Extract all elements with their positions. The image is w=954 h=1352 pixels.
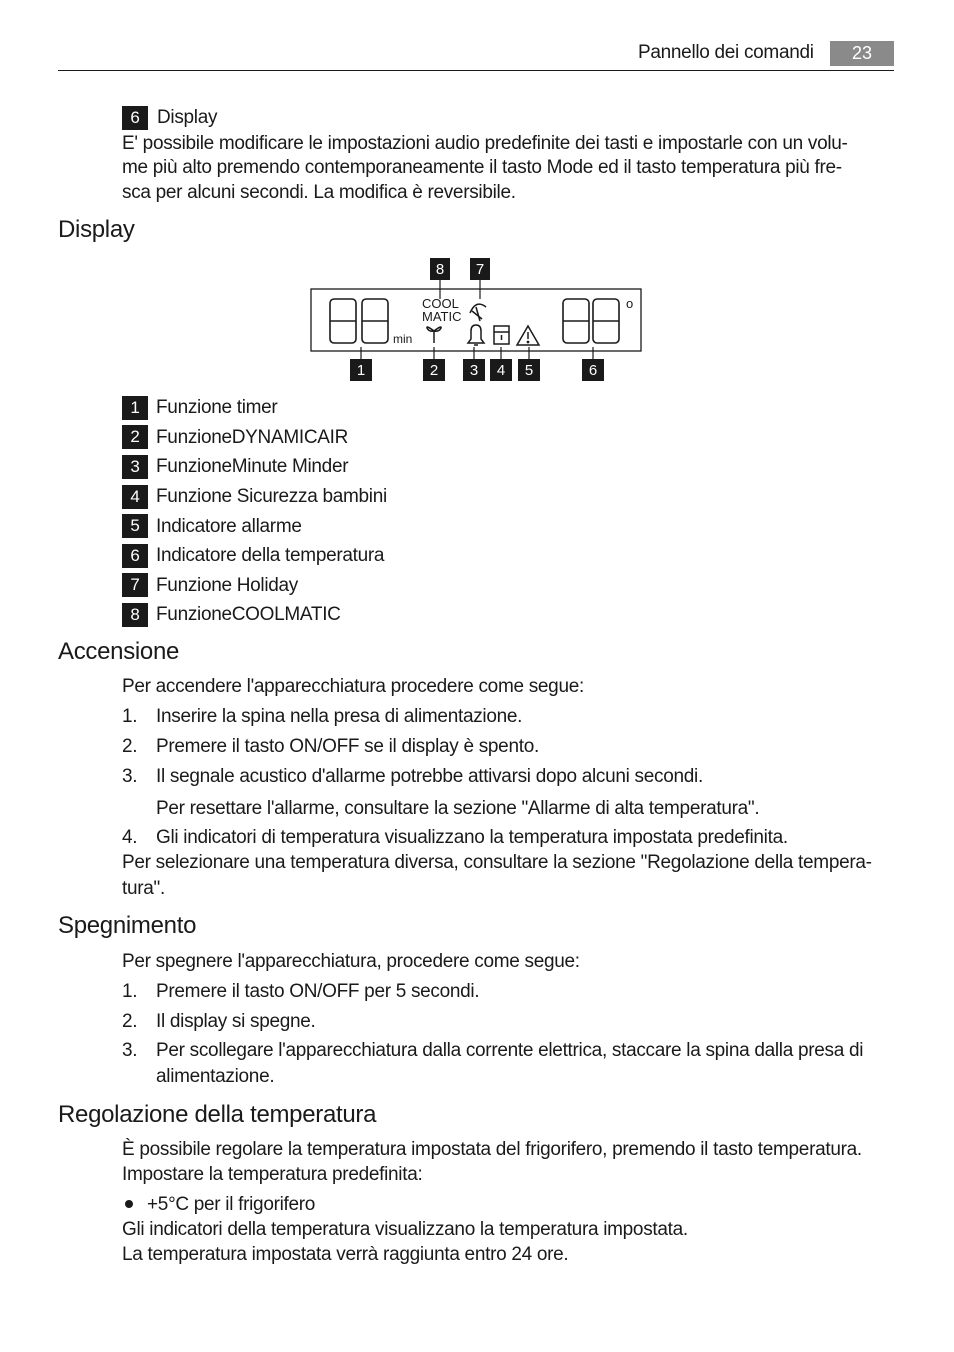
legend-item (122, 452, 387, 482)
legend-item (122, 541, 387, 571)
left-digits (330, 299, 388, 343)
legend-text: Funzione Sicurezza bambini (156, 486, 387, 508)
intro-line-1: E' possibile modificare le impostazioni audio predefinite dei tasti e impostarle con un volu- (122, 133, 848, 154)
legend-badge: 1 (122, 396, 148, 420)
callout-5 (518, 359, 540, 381)
callout-6 (582, 359, 604, 381)
accensione-step-1 (122, 704, 522, 729)
legend-badge: 7 (122, 573, 148, 597)
step-text: Inserire la spina nella presa di alimentazione. (156, 706, 523, 727)
accensione-intro: Per accendere l'apparecchiatura procedere come segue: (122, 676, 584, 697)
step-text: Il segnale acustico d'allarme potrebbe attivarsi dopo alcuni secondi. (156, 766, 703, 787)
header-rule (58, 70, 894, 71)
step-number: 2. (122, 1011, 138, 1032)
spegnimento-step-3-cont: alimentazione. (156, 1066, 275, 1087)
legend-item (122, 600, 387, 630)
intro-line-2: me più alto premendo contemporaneamente il tasto Mode ed il tasto temperatura più fre- (122, 157, 842, 178)
intro-label: Display (156, 107, 218, 128)
min-label: min (393, 332, 413, 346)
callout-1 (350, 359, 372, 381)
fan-icon (427, 327, 441, 343)
legend-badge: 5 (122, 514, 148, 538)
svg-text:1: 1 (356, 362, 366, 379)
accensione-step-4 (122, 825, 788, 850)
accensione-step-3 (122, 764, 703, 789)
bell-icon (468, 325, 484, 345)
step-text: Il display si spegne. (156, 1011, 316, 1032)
bullet-text: +5°C per il frigorifero (147, 1194, 316, 1215)
lock-icon (494, 326, 509, 344)
accensione-outro-2: tura". (122, 878, 165, 899)
spegnimento-intro: Per spegnere l'apparecchiatura, procedere come segue: (122, 951, 580, 972)
legend-badge: 2 (122, 425, 148, 449)
legend-badge: 8 (122, 603, 148, 627)
page-number: 23 (830, 41, 894, 66)
display-diagram (300, 255, 650, 385)
legend-item (122, 571, 387, 601)
legend-text: Funzione Holiday (156, 574, 299, 596)
svg-text:6: 6 (588, 362, 598, 379)
step-number: 4. (122, 827, 138, 848)
regolazione-bullet (122, 1192, 315, 1217)
step-number: 1. (122, 981, 138, 1002)
intro-badge: 6 (122, 106, 148, 130)
legend-item (122, 482, 387, 512)
svg-text:5: 5 (524, 362, 534, 379)
step-number: 3. (122, 1040, 138, 1061)
display-legend (122, 393, 387, 630)
accensione-step-2 (122, 734, 539, 759)
legend-text: FunzioneDYNAMICAIR (156, 426, 349, 448)
cool-label: COOL (422, 296, 459, 311)
step-text: Per scollegare l'apparecchiatura dalla corrente elettrica, staccare la spina dalla presa di (156, 1040, 864, 1061)
step-number: 3. (122, 766, 138, 787)
display-heading: Display (58, 216, 135, 243)
intro-title-row (122, 105, 217, 130)
callout-3 (463, 359, 485, 381)
step-number: 1. (122, 706, 138, 727)
legend-badge: 4 (122, 485, 148, 509)
legend-text: Funzione timer (156, 397, 278, 419)
bullet-dot (125, 1200, 133, 1208)
accensione-outro-1: Per selezionare una temperatura diversa, consultare la sezione "Regolazione della tempera- (122, 852, 872, 873)
legend-text: FunzioneMinute Minder (156, 456, 349, 478)
spegnimento-step-3 (122, 1038, 863, 1063)
matic-label: MATIC (422, 309, 462, 324)
legend-badge: 6 (122, 544, 148, 568)
regolazione-line-2: Impostare la temperatura predefinita: (122, 1164, 423, 1185)
step-number: 2. (122, 736, 138, 757)
svg-text:7: 7 (475, 261, 485, 278)
right-digits (563, 299, 619, 343)
legend-item (122, 423, 387, 453)
regolazione-outro-2: La temperatura impostata verrà raggiunta entro 24 ore. (122, 1244, 569, 1265)
callout-4 (490, 359, 512, 381)
step-text: Gli indicatori di temperatura visualizzano la temperatura impostata predefinita. (156, 827, 788, 848)
legend-text: Indicatore allarme (156, 515, 302, 537)
legend-item (122, 511, 387, 541)
regolazione-heading: Regolazione della temperatura (58, 1101, 377, 1128)
running-header: Pannello dei comandi (638, 42, 814, 63)
legend-badge: 3 (122, 455, 148, 479)
display-panel (311, 289, 641, 351)
degree-symbol: o (626, 296, 634, 311)
holiday-icon (470, 304, 486, 321)
svg-text:4: 4 (496, 362, 506, 379)
callout-8 (430, 258, 450, 299)
callout-7 (470, 258, 490, 299)
spegnimento-heading: Spegnimento (58, 912, 197, 939)
legend-text: Indicatore della temperatura (156, 545, 385, 567)
svg-text:8: 8 (435, 261, 445, 278)
legend-item (122, 393, 387, 423)
accensione-step-3-note: Per resettare l'allarme, consultare la sezione "Allarme di alta temperatura". (156, 798, 760, 819)
accensione-heading: Accensione (58, 638, 180, 665)
spegnimento-step-2 (122, 1009, 316, 1034)
svg-text:2: 2 (429, 362, 439, 379)
callout-2 (423, 359, 445, 381)
alarm-icon (517, 326, 539, 345)
intro-line-3: sca per alcuni secondi. La modifica è reversibile. (122, 182, 516, 203)
regolazione-line-1: È possibile regolare la temperatura impostata del frigorifero, premendo il tasto temperatura. (122, 1139, 862, 1160)
legend-text: FunzioneCOOLMATIC (156, 604, 341, 626)
regolazione-outro-1: Gli indicatori della temperatura visualizzano la temperatura impostata. (122, 1219, 688, 1240)
step-text: Premere il tasto ON/OFF per 5 secondi. (156, 981, 480, 1002)
spegnimento-step-1 (122, 979, 479, 1004)
step-text: Premere il tasto ON/OFF se il display è spento. (156, 736, 539, 757)
svg-text:3: 3 (469, 362, 479, 379)
